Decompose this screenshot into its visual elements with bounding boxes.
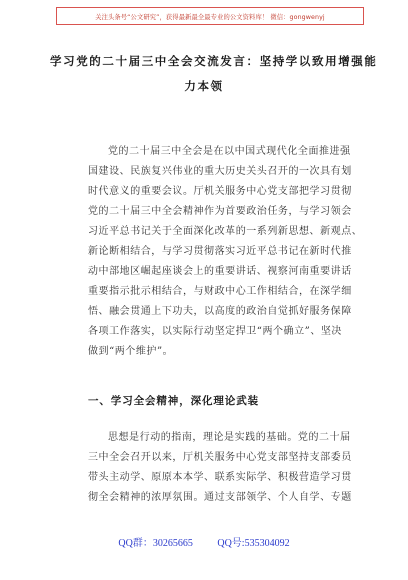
paragraph-1-line: 新论断相结合，与学习贯彻落实习近平总书记在新时代推	[88, 246, 352, 257]
paragraph-1-line: 悟、融会贯通上下功夫，以高度的政治自觉抓好服务保障	[88, 306, 352, 317]
paragraph-2	[88, 428, 360, 508]
paragraph-1-line: 时代意义的重要会议。厅机关服务中心党支部把学习贯彻	[88, 186, 352, 197]
paragraph-1-line: 国建设、民族复兴伟业的重大历史关头召开的一次具有划	[88, 166, 352, 177]
document-title-line-1: 学习党的二十届三中全会交流发言：坚持学以致用增强能	[50, 54, 378, 68]
header-promo-text: 关注头条号“公文研究”，获得最新最全最专业的公文资料库！ 微信：gongwenyj	[95, 13, 325, 21]
header-promo-banner	[56, 7, 364, 25]
document-title-line-2: 力本领	[184, 79, 224, 93]
section-1-heading: 一、学习全会精神，深化理论武装	[88, 395, 259, 407]
paragraph-1-line: 做到“两个维护”。	[88, 346, 174, 357]
paragraph-1-line: 各项工作落实，以实际行动坚定捍卫“两个确立”、坚决	[88, 326, 342, 337]
paragraph-1-line: 党的二十届三中全会是在以中国式现代化全面推进强	[108, 146, 351, 157]
paragraph-2-line: 带头主动学、原原本本学、联系实际学、积极营造学习贯	[88, 472, 352, 483]
paragraph-1-line: 重要指示批示相结合，与财政中心工作相结合，在深学细	[88, 286, 352, 297]
footer-qq-number: QQ号:535304092	[217, 538, 290, 549]
paragraph-2-line: 思想是行动的指南，理论是实践的基础。党的二十届	[108, 432, 351, 443]
footer-contact	[0, 534, 408, 549]
paragraph-2-line: 三中全会召开以来，厅机关服务中心党支部坚持支部委员	[88, 452, 352, 463]
paragraph-1-line: 党的二十届三中全会精神作为首要政治任务，与学习领会	[88, 206, 352, 217]
paragraph-1-line: 动中部地区崛起座谈会上的重要讲话、视察河南重要讲话	[88, 266, 352, 277]
paragraph-1-line: 习近平总书记关于全面深化改革的一系列新思想、新观点、	[88, 226, 363, 237]
paragraph-2-line: 彻全会精神的浓厚氛围。通过支部领学、个人自学、专题	[88, 492, 352, 503]
footer-qq-group: QQ群：30265665	[118, 538, 193, 549]
paragraph-1	[88, 142, 363, 362]
